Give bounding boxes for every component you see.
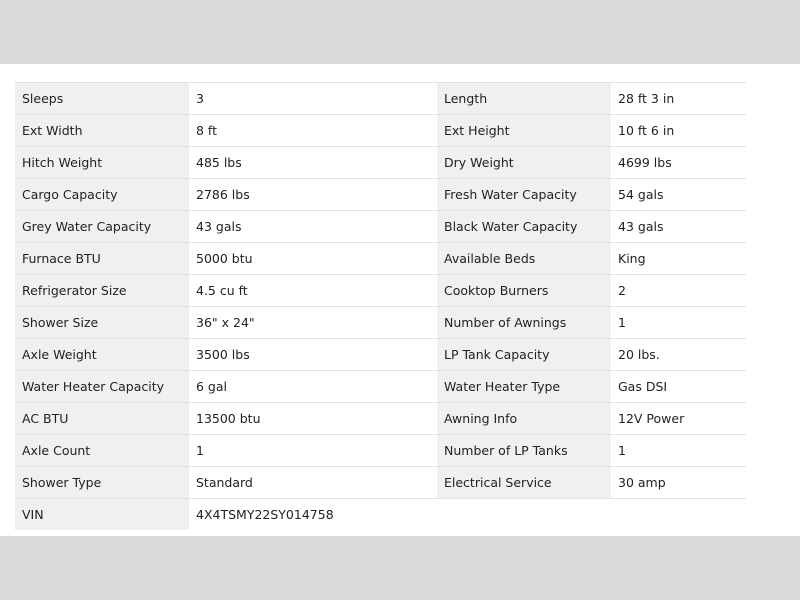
table-row [15,179,746,211]
spec-value: 8 ft [189,115,437,147]
spec-value: 3 [189,83,437,115]
spec-value: 2 [611,275,746,307]
table-row [15,243,746,275]
spec-value: 1 [189,435,437,467]
spec-label: AC BTU [15,403,189,435]
table-row [15,435,746,467]
spec-label: Refrigerator Size [15,275,189,307]
spec-label: Axle Count [15,435,189,467]
spec-value: 4.5 cu ft [189,275,437,307]
spec-value: 30 amp [611,467,746,499]
spec-label: Length [437,83,611,115]
spec-value: 2786 lbs [189,179,437,211]
table-row [15,403,746,435]
empty-cell [437,499,611,531]
spec-value: 54 gals [611,179,746,211]
specifications-table-body [15,83,746,531]
spec-value: 20 lbs. [611,339,746,371]
spec-label: Electrical Service [437,467,611,499]
spec-label: Black Water Capacity [437,211,611,243]
table-row [15,275,746,307]
spec-label: Water Heater Capacity [15,371,189,403]
spec-label: VIN [15,499,189,531]
spec-label: Grey Water Capacity [15,211,189,243]
spec-label: Available Beds [437,243,611,275]
spec-label: LP Tank Capacity [437,339,611,371]
spec-value: 4X4TSMY22SY014758 [189,499,437,531]
spec-value: 1 [611,307,746,339]
spec-value: 4699 lbs [611,147,746,179]
spec-label: Furnace BTU [15,243,189,275]
spec-value: 28 ft 3 in [611,83,746,115]
table-row [15,211,746,243]
table-row [15,371,746,403]
table-row [15,307,746,339]
spec-label: Ext Width [15,115,189,147]
spec-value: Gas DSI [611,371,746,403]
spec-label: Axle Weight [15,339,189,371]
spec-label: Awning Info [437,403,611,435]
spec-value: 5000 btu [189,243,437,275]
spec-value: 485 lbs [189,147,437,179]
spec-label: Fresh Water Capacity [437,179,611,211]
spec-value: 1 [611,435,746,467]
spec-value: Standard [189,467,437,499]
spec-value: 43 gals [189,211,437,243]
spec-label: Water Heater Type [437,371,611,403]
spec-label: Sleeps [15,83,189,115]
spec-value: 3500 lbs [189,339,437,371]
specifications-table [15,82,746,530]
spec-label: Dry Weight [437,147,611,179]
spec-label: Shower Type [15,467,189,499]
spec-value: 12V Power [611,403,746,435]
spec-label: Hitch Weight [15,147,189,179]
table-row [15,467,746,499]
table-row [15,83,746,115]
spec-value: 13500 btu [189,403,437,435]
spec-label: Cooktop Burners [437,275,611,307]
spec-label: Number of Awnings [437,307,611,339]
spec-label: Ext Height [437,115,611,147]
empty-cell [611,499,746,531]
spec-label: Number of LP Tanks [437,435,611,467]
table-row [15,499,746,531]
spec-value: 10 ft 6 in [611,115,746,147]
table-row [15,339,746,371]
table-row [15,115,746,147]
spec-value: 43 gals [611,211,746,243]
spec-label: Cargo Capacity [15,179,189,211]
spec-panel [0,64,800,536]
spec-label: Shower Size [15,307,189,339]
table-row [15,147,746,179]
spec-value: King [611,243,746,275]
spec-value: 36" x 24" [189,307,437,339]
spec-value: 6 gal [189,371,437,403]
